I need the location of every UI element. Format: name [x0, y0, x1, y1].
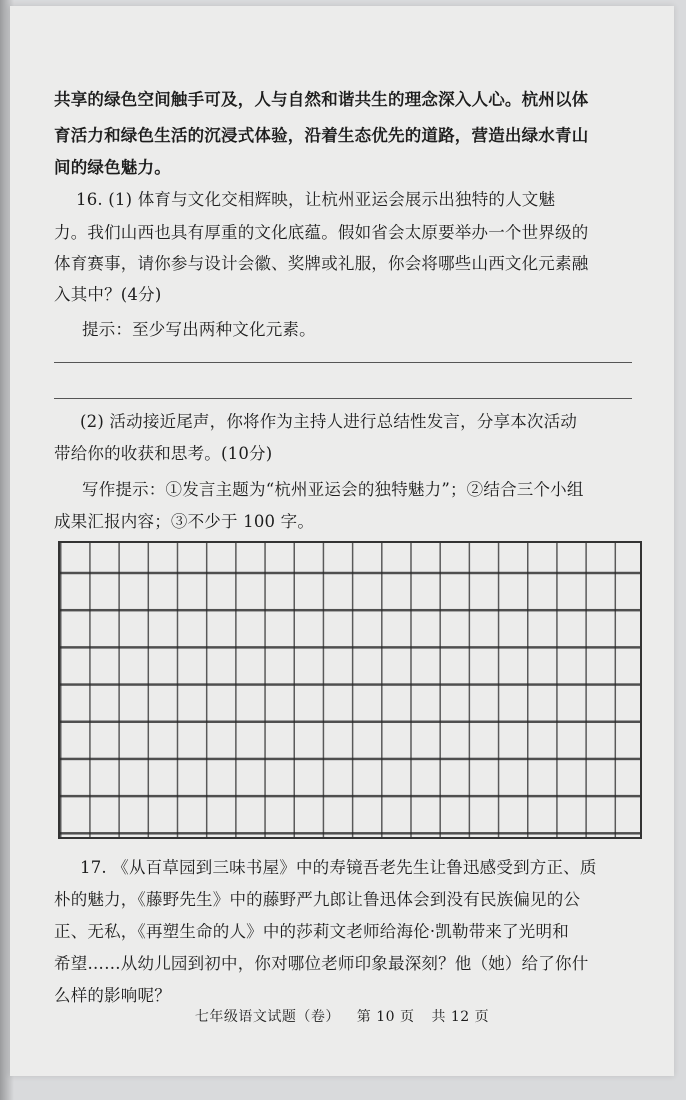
page-total: 共 12 页	[431, 1009, 490, 1025]
writing-hint-line-1: 写作提示：①发言主题为“杭州亚运会的独特魅力”；②结合三个小组	[82, 480, 584, 499]
answer-line-2[interactable]	[54, 398, 632, 399]
passage-line-2: 育活力和绿色生活的沉浸式体验，沿着生态优先的道路，营造出绿水青山	[54, 126, 589, 145]
writing-hint-line-2: 成果汇报内容；③不少于 100 字。	[54, 512, 315, 531]
page-footer	[10, 1006, 674, 1026]
exam-title: 七年级语文试题（卷）	[194, 1009, 340, 1025]
question-16-1-line-1: 16. (1) 体育与文化交相辉映，让杭州亚运会展示出独特的人文魅	[76, 190, 556, 209]
question-16-2-line-1: (2) 活动接近尾声，你将作为主持人进行总结性发言，分享本次活动	[80, 412, 578, 431]
question-17-line-4: 希望……从幼儿园到初中，你对哪位老师印象最深刻？他（她）给了你什	[54, 954, 589, 973]
exam-page	[10, 6, 674, 1076]
question-16-1-line-4: 入其中？(4分)	[54, 285, 162, 304]
passage-line-1: 共享的绿色空间触手可及，人与自然和谐共生的理念深入人心。杭州以体	[54, 90, 589, 109]
question-17-line-3: 正、无私，《再塑生命的人》中的莎莉文老师给海伦·凯勒带来了光明和	[54, 922, 569, 941]
question-16-2-line-2: 带给你的收获和思考。(10分)	[54, 444, 273, 463]
question-16-1-line-3: 体育赛事，请你参与设计会徽、奖牌或礼服，你会将哪些山西文化元素融	[54, 254, 589, 273]
page-number: 第 10 页	[356, 1009, 415, 1025]
hint-16-1: 提示：至少写出两种文化元素。	[82, 320, 316, 339]
passage-line-3: 间的绿色魅力。	[54, 158, 171, 177]
answer-line-1[interactable]	[54, 362, 632, 363]
question-16-1-line-2: 力。我们山西也具有厚重的文化底蕴。假如省会太原要举办一个世界级的	[54, 223, 589, 242]
question-17-line-5: 么样的影响呢？	[54, 986, 171, 1005]
writing-grid[interactable]	[58, 541, 642, 839]
question-17-line-2: 朴的魅力，《藤野先生》中的藤野严九郎让鲁迅体会到没有民族偏见的公	[54, 890, 581, 909]
question-17-line-1: 17. 《从百草园到三味书屋》中的寿镜吾老先生让鲁迅感受到方正、质	[80, 858, 597, 877]
